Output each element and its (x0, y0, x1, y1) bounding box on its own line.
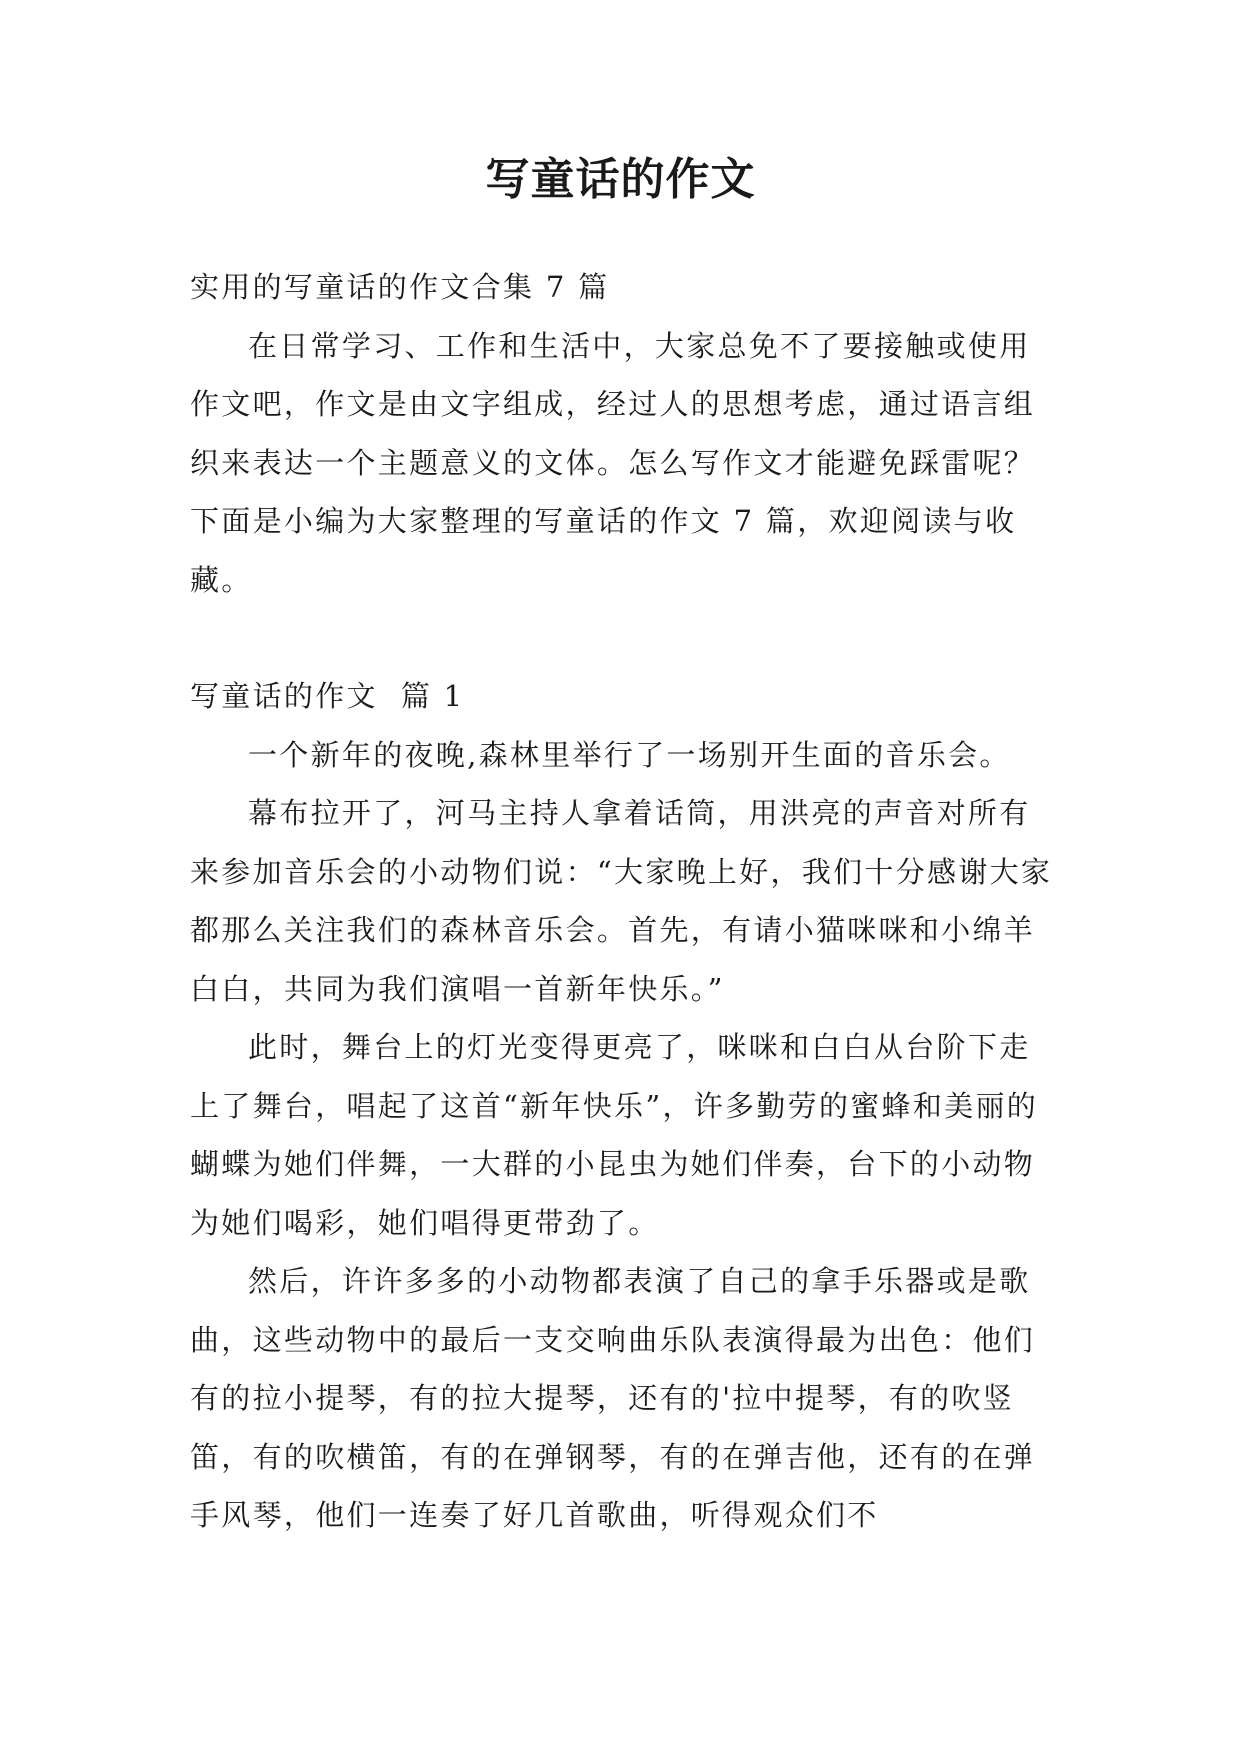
section1-paragraph-1: 一个新年的夜晚,森林里举行了一场别开生面的音乐会。 (248, 737, 1011, 772)
section1-heading: 写童话的作文 篇 1 (190, 679, 465, 713)
section1-paragraph-3: 此时，舞台上的灯光变得更亮了，咪咪和白白从台阶下走上了舞台，唱起了这首“新年快乐”，许多勤劳的蜜蜂和美丽的蝴蝶为她们伴舞，一大群的小昆虫为她们伴奏，台下的小动物为她们喝彩，她们唱得更带劲了。 (190, 1030, 1039, 1240)
document-body (190, 258, 1055, 1545)
document-title: 写童话的作文 (485, 154, 756, 205)
intro-paragraph: 在日常学习、工作和生活中，大家总免不了要接触或使用作文吧，作文是由文字组成，经过人的思想考虑，通过语言组织来表达一个主题意义的文体。怎么写作文才能避免踩雷呢？下面是小编为大家整理的写童话的作文 7 篇，欢迎阅读与收藏。 (190, 328, 1036, 597)
section1-paragraph-2: 幕布拉开了，河马主持人拿着话筒，用洪亮的声音对所有来参加音乐会的小动物们说：“大家晚上好，我们十分感谢大家都那么关注我们的森林音乐会。首先，有请小猫咪咪和小绵羊白白，共同为我们演唱一首新年快乐。” (190, 796, 1053, 1006)
section-spacer (190, 609, 1055, 667)
intro-heading: 实用的写童话的作文合集 7 篇 (190, 270, 610, 304)
section1-paragraph-4: 然后，许许多多的小动物都表演了自己的拿手乐器或是歌曲，这些动物中的最后一支交响曲乐队表演得最为出色：他们有的拉小提琴，有的拉大提琴，还有的'拉中提琴，有的吹竖笛，有的吹横笛，有的在弹钢琴，有的在弹吉他，还有的在弹手风琴，他们一连奏了好几首歌曲，听得观众们不 (190, 1264, 1036, 1532)
